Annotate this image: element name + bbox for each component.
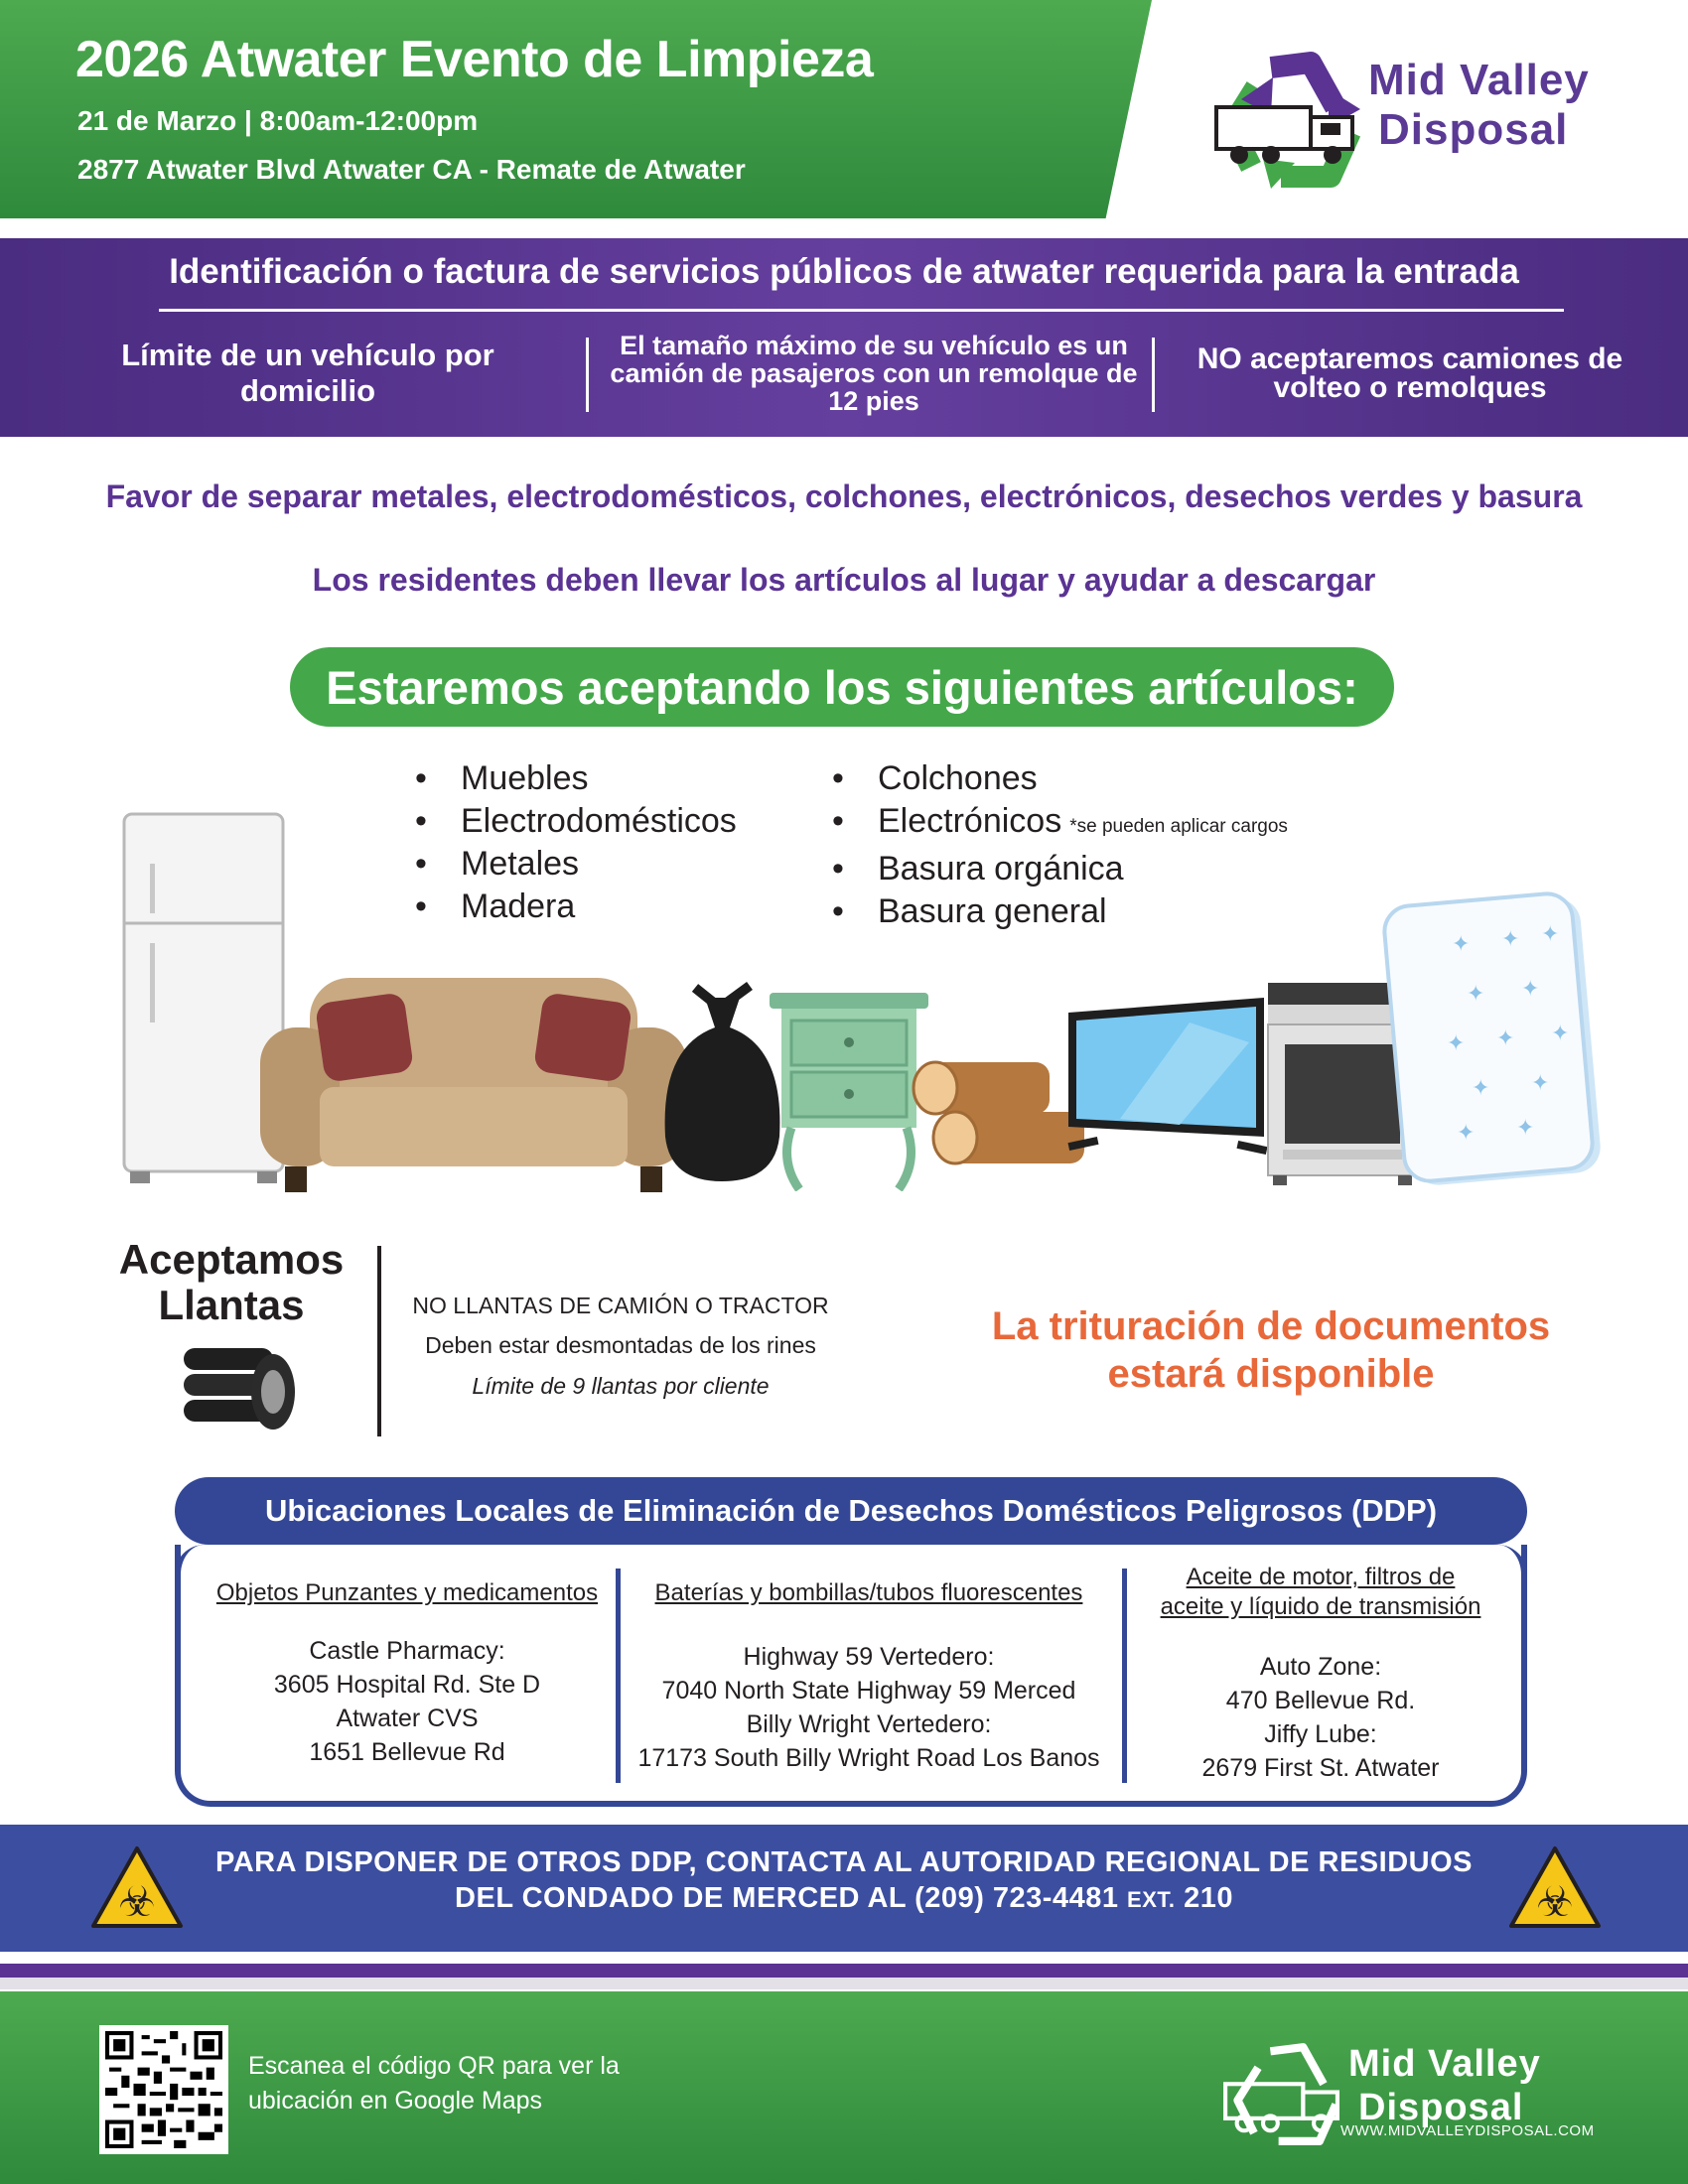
electronics-fee-note: *se pueden aplicar cargos (1069, 816, 1288, 837)
list-item (828, 800, 1288, 848)
accepted-items-list-left (411, 757, 737, 928)
qr-code-icon[interactable] (99, 2025, 228, 2154)
divider (377, 1246, 381, 1436)
television-icon (1060, 993, 1274, 1166)
svg-text:✦: ✦ (1501, 927, 1520, 952)
list-item-label: Electrónicos (878, 802, 1062, 840)
location-line: Auto Zone: (1259, 1653, 1382, 1681)
website-link[interactable]: WWW.MIDVALLEYDISPOSAL.COM (1340, 2122, 1595, 2139)
shredding-line-2: estará disponible (1107, 1352, 1435, 1396)
biohazard-warning-icon (1507, 1844, 1603, 1930)
divider (616, 1569, 621, 1783)
location-line: 17173 South Billy Wright Road Los Banos (637, 1744, 1100, 1772)
accepted-items-heading: Estaremos aceptando los siguientes artículos: (290, 647, 1394, 727)
contact-line-2 (0, 1880, 1688, 1918)
svg-text:✦: ✦ (1516, 1116, 1535, 1141)
svg-text:✦: ✦ (1521, 977, 1540, 1002)
accepted-items-list-right (828, 757, 1288, 933)
rule-no-dump-trucks: NO aceptaremos camiones de volteo o remolques (1196, 342, 1623, 404)
qr-instructions (248, 2049, 620, 2118)
contact-phone: DEL CONDADO DE MERCED AL (209) 723-4481 (455, 1882, 1119, 1914)
event-date-time: 21 de Marzo | 8:00am-12:00pm (77, 105, 479, 136)
tires-icon (179, 1342, 298, 1433)
tire-rule-limit: Límite de 9 llantas por cliente (472, 1373, 770, 1399)
ddp-column-heading: Objetos Punzantes y medicamentos (215, 1579, 599, 1606)
tires-title-line-1: Aceptamos (118, 1236, 345, 1283)
contact-notice (0, 1844, 1688, 1918)
tire-rule-dismounted: Deben estar desmontadas de los rines (425, 1332, 816, 1358)
location-line: Jiffy Lube: (1264, 1720, 1377, 1748)
divider (1122, 1569, 1127, 1783)
rule-vehicle-size: El tamaño máximo de su vehículo es un camión de pasajeros con un remolque de 12 pies (610, 331, 1138, 416)
qr-text-line-2: ubicación en Google Maps (248, 2087, 543, 2115)
ddp-column-heading: Aceite de motor, filtros de (1186, 1564, 1456, 1590)
logo-line-2: Disposal (1358, 2087, 1524, 2128)
qr-text-line-1: Escanea el código QR para ver la (248, 2052, 620, 2080)
divider (586, 338, 589, 412)
location-line: 7040 North State Highway 59 Merced (661, 1677, 1076, 1705)
unload-instruction: Los residentes deben llevar los artículos al lugar y ayudar a descargar (312, 562, 1376, 598)
location-line: Highway 59 Vertedero: (743, 1643, 995, 1671)
mattress-icon (1382, 891, 1620, 1189)
location-line: Atwater CVS (336, 1705, 479, 1732)
sofa-icon (260, 958, 687, 1196)
location-line: 470 Bellevue Rd. (1225, 1687, 1416, 1714)
svg-text:☣: ☣ (118, 1877, 156, 1926)
location-line: 2679 First St. Atwater (1201, 1754, 1440, 1782)
id-required-notice: Identificación o factura de servicios públicos de atwater requerida para la entrada (169, 252, 1519, 291)
svg-text:✦: ✦ (1447, 1031, 1466, 1056)
ddp-heading: Ubicaciones Locales de Eliminación de Desechos Domésticos Peligrosos (DDP) (175, 1477, 1527, 1545)
list-item: • Basura orgánica (828, 848, 1288, 890)
logo-line-1: Mid Valley (1368, 56, 1590, 104)
nightstand-icon (770, 993, 928, 1191)
contact-ext-label: EXT. (1127, 1887, 1176, 1912)
list-item: • Madera (411, 886, 737, 928)
svg-text:✦: ✦ (1452, 932, 1471, 957)
list-item: • Basura general (828, 890, 1288, 933)
tire-rule-no-truck: NO LLANTAS DE CAMIÓN O TRACTOR (412, 1293, 829, 1318)
svg-text:✦: ✦ (1541, 922, 1560, 947)
svg-text:☣: ☣ (1536, 1877, 1574, 1926)
shredding-notice (923, 1302, 1618, 1398)
svg-text:✦: ✦ (1467, 982, 1485, 1007)
divider (0, 1964, 1688, 1978)
svg-text:✦: ✦ (1457, 1121, 1476, 1146)
list-item: • Colchones (828, 757, 1288, 800)
recycle-truck-icon (1211, 38, 1380, 197)
divider (159, 309, 1564, 312)
svg-text:✦: ✦ (1551, 1022, 1570, 1046)
ddp-column-sharps (199, 1578, 616, 1769)
shredding-line-1: La trituración de documentos (991, 1304, 1551, 1348)
rule-one-vehicle: Límite de un vehículo por domicilio (121, 338, 494, 408)
logo-line-2: Disposal (1378, 105, 1569, 154)
separate-items-instruction: Favor de separar metales, electrodomésticos, colchones, electrónicos, desechos verdes y basura (105, 478, 1583, 514)
recycle-truck-icon (1221, 2025, 1360, 2159)
list-item: • Metales (411, 843, 737, 886)
logo-line-1: Mid Valley (1348, 2043, 1541, 2085)
location-line: 1651 Bellevue Rd (309, 1738, 505, 1766)
ddp-column-heading: aceite y líquido de transmisión (1160, 1593, 1481, 1620)
location-line: Castle Pharmacy: (309, 1637, 505, 1665)
ddp-column-heading: Baterías y bombillas/tubos fluorescentes (654, 1579, 1083, 1606)
svg-text:✦: ✦ (1496, 1026, 1515, 1051)
event-title: 2026 Atwater Evento de Limpieza (75, 31, 874, 88)
qr-code-pattern (105, 2031, 222, 2148)
contact-line-1: PARA DISPONER DE OTROS DDP, CONTACTA AL AUTORIDAD REGIONAL DE RESIDUOS (215, 1846, 1473, 1878)
divider (1152, 338, 1155, 412)
svg-text:✦: ✦ (1472, 1076, 1490, 1101)
svg-text:✦: ✦ (1531, 1071, 1550, 1096)
list-item: • Muebles (411, 757, 737, 800)
location-line: Billy Wright Vertedero: (746, 1710, 992, 1738)
contact-ext-number: 210 (1184, 1882, 1233, 1914)
list-item: • Electrodomésticos (411, 800, 737, 843)
tires-title (117, 1237, 346, 1328)
ddp-column-batteries (626, 1578, 1112, 1775)
ddp-column-motor-oil (1132, 1563, 1509, 1785)
tires-title-line-2: Llantas (158, 1282, 305, 1328)
divider (0, 1978, 1688, 1989)
location-line: 3605 Hospital Rd. Ste D (273, 1671, 541, 1699)
event-address: 2877 Atwater Blvd Atwater CA - Remate de Atwater (77, 154, 746, 185)
footer-logo (1221, 2025, 1618, 2174)
mid-valley-logo (1211, 38, 1628, 197)
